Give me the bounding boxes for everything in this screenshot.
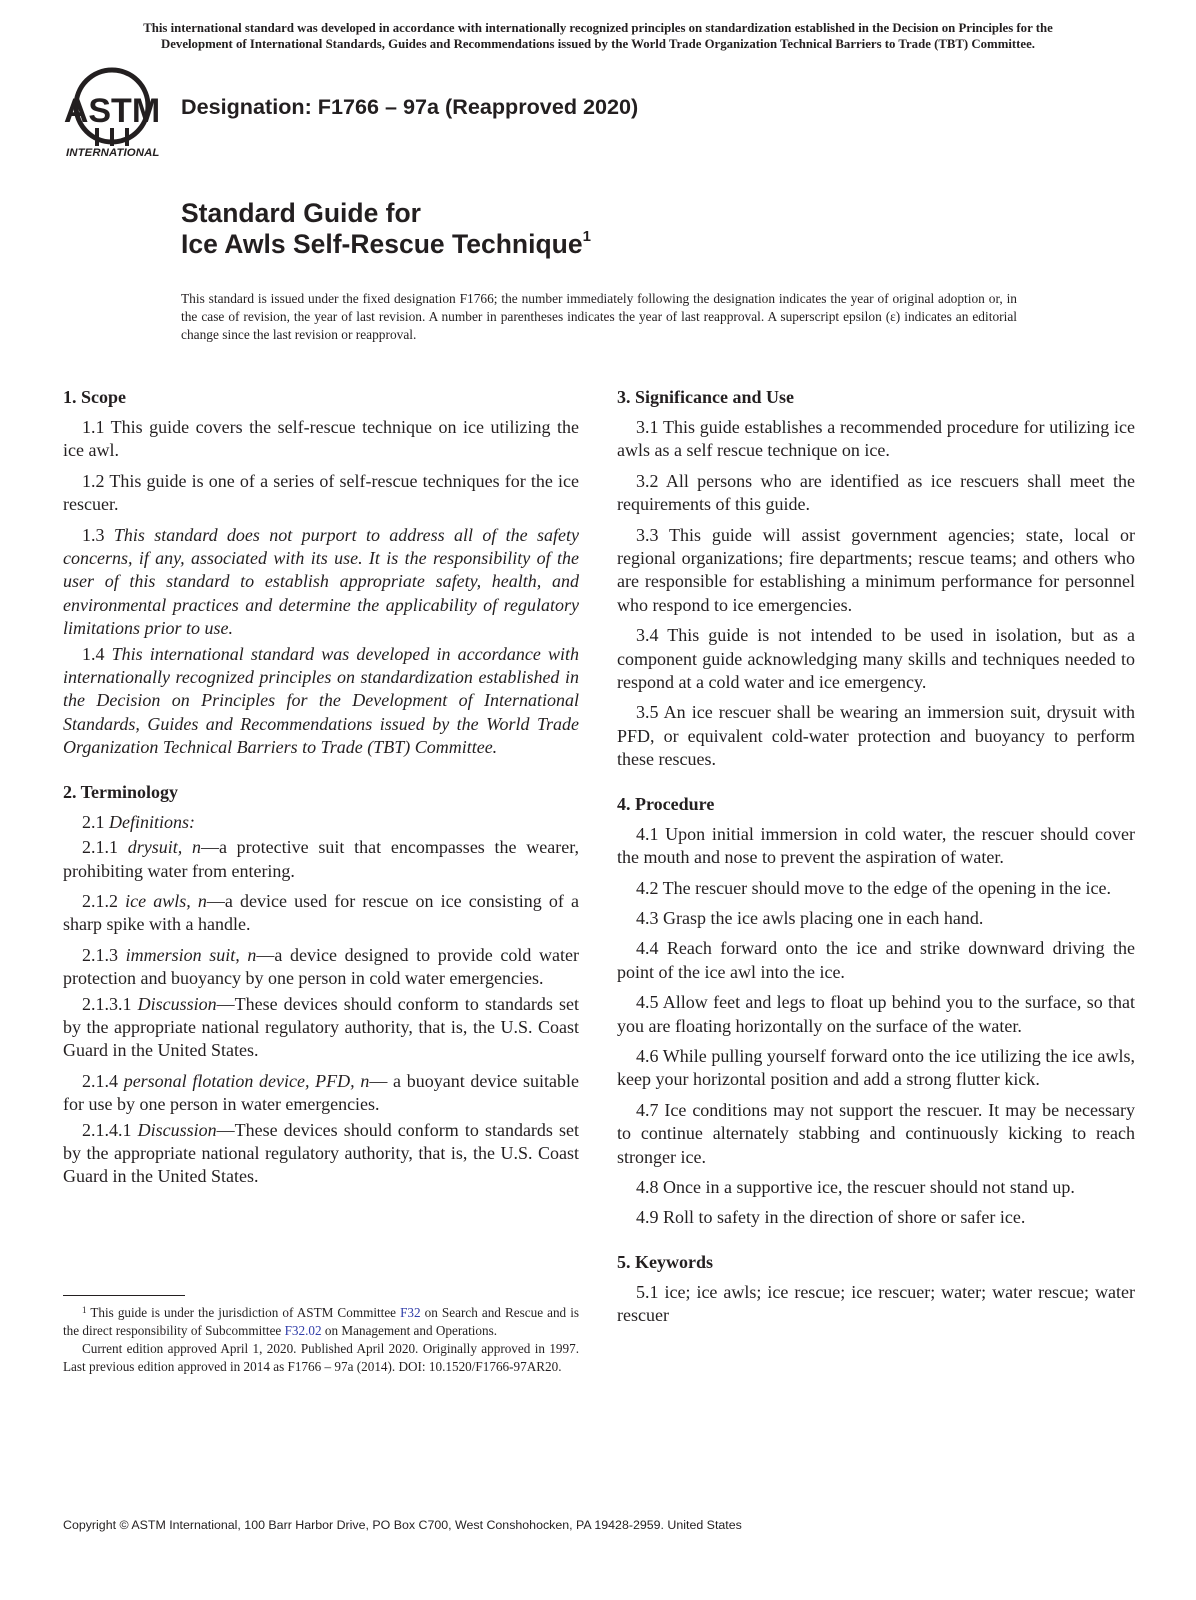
top-notice-line-1: This international standard was developed in accordance with internationally recognized principles on standardization established in the Decision on Principles for the [143,21,1053,35]
definition-pfd: — a buoyant device suitable for use by one person in water emergencies. [63,1070,580,1115]
footnote-text: on Search and Rescue and is the direct responsibility of Subcommittee [63,1305,579,1338]
top-notice-line-2: Development of International Standards, Guides and Recommendations issued by the World Trade Organization Technical Barriers to Trade (TBT) Committee. [161,37,1035,51]
title-line-2-text: Ice Awls Self-Rescue Technique [181,229,583,259]
issuance-note: This standard is issued under the fixed designation F1766; the number immediately following the designation indicates the year of original adoption or, in the case of revision, the year of last revision. A number in parentheses indicates the year of last reapproval. A superscript epsilon (ε) indicates an editorial change since the last revision or reapproval. [181,291,1017,342]
paragraph-4-3: 4.3 Grasp the ice awls placing one in each hand. [636,907,984,928]
discussion-label: Discussion [137,1119,217,1140]
paragraph-3-3: 3.3 This guide will assist government agencies; state, local or regional organizations; fire departments; rescue teams; and others who are responsible for establishing a minimum performance for personnel who respond to ice emergencies. [617,524,1135,615]
copyright-line: Copyright © ASTM International, 100 Barr Harbor Drive, PO Box C700, West Conshohocken, PA 19428-2959. United States [63,1518,742,1532]
paragraph-1-1: 1.1 This guide covers the self-rescue technique on ice utilizing the ice awl. [63,417,579,461]
paragraph-2-1-2 [63,890,579,937]
paragraph-1-4 [63,643,579,760]
discussion-label: Discussion [137,993,217,1014]
discussion-text: —These devices should conform to standards set by the appropriate national regulatory authority, that is, the U.S. Coast Guard in the United States. [63,993,580,1061]
paragraph-4-9: 4.9 Roll to safety in the direction of shore or safer ice. [636,1207,1026,1228]
subcommittee-link[interactable]: F32.02 [284,1323,322,1338]
term-drysuit: drysuit, n [127,837,201,858]
right-column [617,385,1135,1335]
paragraph-4-8: 4.8 Once in a supportive ice, the rescuer should not stand up. [636,1176,1075,1197]
paragraph-2-1-4 [63,1070,579,1117]
definition-drysuit: —a protective suit that encompasses the wearer, prohibiting water from entering. [63,837,579,881]
paragraph-3-4: 3.4 This guide is not intended to be used in isolation, but as a component guide acknowledging many skills and techniques needed to respond at a cold water and ice emergency. [617,625,1135,693]
left-column [63,385,579,1196]
paragraph-2-1-1 [63,836,579,883]
paragraph-2-1-3-1 [63,993,579,1063]
paragraph-2-1-4-1 [63,1119,579,1189]
designation: Designation: F1766 – 97a (Reapproved 2020) [181,94,639,119]
discussion-text: —These devices should conform to standards set by the appropriate national regulatory authority, that is, the U.S. Coast Guard in the United States. [63,1119,580,1187]
paragraph-2-1-4-number: 2.1.4 [82,1070,124,1091]
astm-logo-icon [62,66,170,150]
paragraph-3-1: 3.1 This guide establishes a recommended procedure for utilizing ice awls as a self rescue technique on ice. [617,417,1135,461]
paragraph-3-5: 3.5 An ice rescuer shall be wearing an immersion suit, drysuit with PFD, or equivalent cold-water protection and buoyancy to perform these rescues. [617,702,1135,770]
paragraph-1-4-number: 1.4 [82,643,112,664]
paragraph-4-6: 4.6 While pulling yourself forward onto the ice utilizing the ice awls, keep your horizontal position and add a strong flutter kick. [617,1045,1135,1090]
paragraph-4-5: 4.5 Allow feet and legs to float up behind you to the surface, so that you are floating horizontally on the surface of the water. [617,992,1135,1036]
section-heading-terminology: 2. Terminology [63,781,179,802]
paragraph-5-1: 5.1 ice; ice awls; ice rescue; ice rescuer; water; water rescue; water rescuer [617,1281,1135,1326]
footnote-text: on Management and Operations. [321,1323,498,1338]
section-heading-procedure: 4. Procedure [617,793,715,814]
paragraph-2-1-number: 2.1 [82,811,109,832]
footnote-edition: Current edition approved April 1, 2020. Published April 2020. Originally approved in 1997. Last previous edition approved in 2014 as F1766 – 97a (2014). DOI: 10.1520/F1766-97AR20. [63,1341,579,1374]
footnote-divider [63,1295,185,1296]
footnotes [63,1304,579,1376]
paragraph-4-4: 4.4 Reach forward onto the ice and strike downward driving the point of the ice awl into the ice. [617,938,1135,982]
paragraph-3-2: 3.2 All persons who are identified as ice rescuers shall meet the requirements of this guide. [617,470,1135,515]
title-line-1: Standard Guide for [181,198,421,228]
section-heading-keywords: 5. Keywords [617,1251,713,1272]
paragraph-1-3-text: This standard does not purport to address all of the safety concerns, if any, associated with its use. It is the responsibility of the user of this standard to establish appropriate safety, health, and environmental practices and determine the applicability of regulatory limitations prior to use. [63,524,580,639]
paragraph-1-4-text: This international standard was developed in accordance with internationally recognized principles on standardization established in the Decision on Principles for the Development of International Standards, Guides and Recommendations issued by the World Trade Organization Technical Barriers to Trade (TBT) Committee. [63,643,579,758]
paragraph-2-1-1-number: 2.1.1 [82,837,128,858]
paragraph-2-1-4-1-number: 2.1.4.1 [82,1119,138,1140]
paragraph-2-1-term: Definitions: [109,811,195,832]
footnote-jurisdiction [63,1304,579,1340]
paragraph-2-1 [63,811,579,834]
definition-immersion-suit: —a device designed to provide cold water protection and buoyancy by one person in cold water emergencies. [63,944,579,989]
paragraph-2-1-3-1-number: 2.1.3.1 [82,993,138,1014]
logo-wordmark: ASTM [63,92,161,130]
paragraph-4-2: 4.2 The rescuer should move to the edge of the opening in the ice. [636,877,1112,898]
term-ice-awls: ice awls, n [125,890,207,911]
title-line-2 [181,229,591,260]
document-title [181,198,591,260]
paragraph-2-1-3-number: 2.1.3 [82,944,126,965]
footnote-mark: 1 [82,1305,87,1315]
footnote-text: This guide is under the jurisdiction of ASTM Committee [86,1305,401,1320]
paragraph-2-1-2-number: 2.1.2 [82,890,126,911]
title-footnote-mark: 1 [582,228,591,245]
paragraph-1-2: 1.2 This guide is one of a series of self-rescue techniques for the ice rescuer. [63,470,579,515]
paragraph-4-1: 4.1 Upon initial immersion in cold water, the rescuer should cover the mouth and nose to prevent the aspiration of water. [617,823,1135,868]
section-heading-significance: 3. Significance and Use [617,387,795,407]
term-immersion-suit: immersion suit, n [125,944,257,965]
paragraph-4-7: 4.7 Ice conditions may not support the rescuer. It may be necessary to continue alternately stabbing and continuously kicking to reach stronger ice. [617,1099,1135,1167]
definition-ice-awls: —a device used for rescue on ice consisting of a sharp spike with a handle. [63,890,579,935]
paragraph-1-3-number: 1.3 [82,524,114,545]
term-pfd: personal flotation device, PFD, n [123,1070,370,1091]
committee-link[interactable]: F32 [400,1305,421,1320]
paragraph-1-3 [63,524,579,641]
top-notice [62,20,1134,52]
paragraph-2-1-3 [63,944,579,991]
logo-caption: INTERNATIONAL [66,147,160,159]
section-heading-scope: 1. Scope [63,387,126,407]
